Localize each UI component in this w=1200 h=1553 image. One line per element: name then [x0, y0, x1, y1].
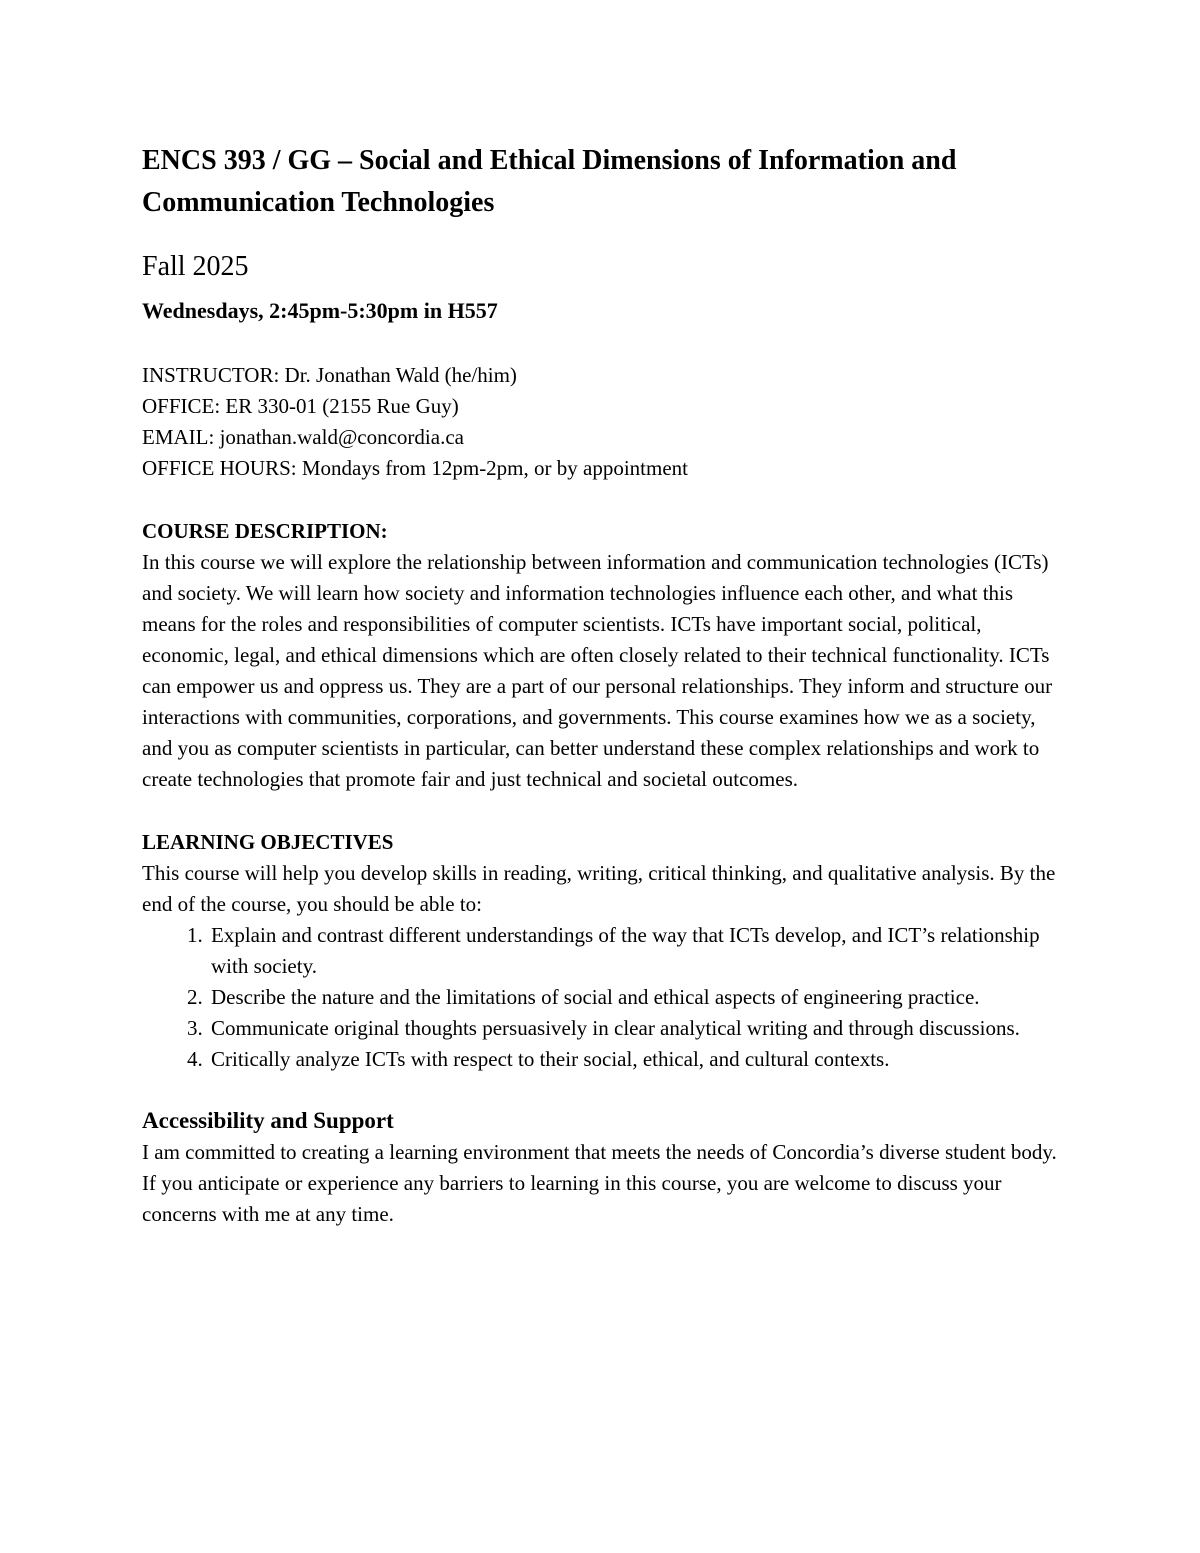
learning-objectives-list [142, 920, 1062, 1075]
course-schedule: Wednesdays, 2:45pm-5:30pm in H557 [142, 298, 498, 323]
list-item-number: 3. [187, 1016, 203, 1040]
list-item-text: Communicate original thoughts persuasively in clear analytical writing and through discussions. [211, 1016, 1020, 1040]
course-term: Fall 2025 [142, 251, 249, 282]
list-item-number: 1. [187, 923, 203, 947]
course-title: ENCS 393 / GG – Social and Ethical Dimensions of Information and Communication Technologies [142, 145, 957, 218]
office-hours-line: OFFICE HOURS: Mondays from 12pm-2pm, or by appointment [142, 456, 688, 480]
accessibility-heading: Accessibility and Support [142, 1108, 394, 1133]
list-item-text: Explain and contrast different understandings of the way that ICTs develop, and ICT’s relationship with society. [211, 923, 1040, 978]
list-item [142, 982, 1062, 1013]
office-line: OFFICE: ER 330-01 (2155 Rue Guy) [142, 394, 459, 418]
learning-objectives-heading: LEARNING OBJECTIVES [142, 830, 394, 854]
list-item-number: 4. [187, 1047, 203, 1071]
email-line: EMAIL: jonathan.wald@concordia.ca [142, 425, 464, 449]
contact-info [142, 360, 1062, 484]
accessibility-body: I am committed to creating a learning environment that meets the needs of Concordia’s diverse student body. If you anticipate or experience any barriers to learning in this course, you are welcome to discuss your concerns with me at any time. [142, 1140, 1057, 1226]
list-item [142, 1013, 1062, 1044]
list-item-text: Describe the nature and the limitations of social and ethical aspects of engineering practice. [211, 985, 980, 1009]
list-item [142, 920, 1062, 982]
course-description-body: In this course we will explore the relationship between information and communication technologies (ICTs) and society. We will learn how society and information technologies influence each other, and what this means for the roles and responsibilities of computer scientists. ICTs have important social, political, economic, legal, and ethical dimensions which are often closely related to their technical functionality. ICTs can empower us and oppress us. They are a part of our personal relationships. They inform and structure our interactions with communities, corporations, and governments. This course examines how we as a society, and you as computer scientists in particular, can better understand these complex relationships and work to create technologies that promote fair and just technical and societal outcomes. [142, 550, 1053, 791]
learning-objectives-intro: This course will help you develop skills in reading, writing, critical thinking, and qualitative analysis. By the end of the course, you should be able to: [142, 861, 1056, 916]
list-item [142, 1044, 1062, 1075]
list-item-text: Critically analyze ICTs with respect to their social, ethical, and cultural contexts. [211, 1047, 890, 1071]
course-description-heading: COURSE DESCRIPTION: [142, 519, 388, 543]
list-item-number: 2. [187, 985, 203, 1009]
instructor-line: INSTRUCTOR: Dr. Jonathan Wald (he/him) [142, 363, 517, 387]
syllabus-page [142, 140, 1062, 1230]
